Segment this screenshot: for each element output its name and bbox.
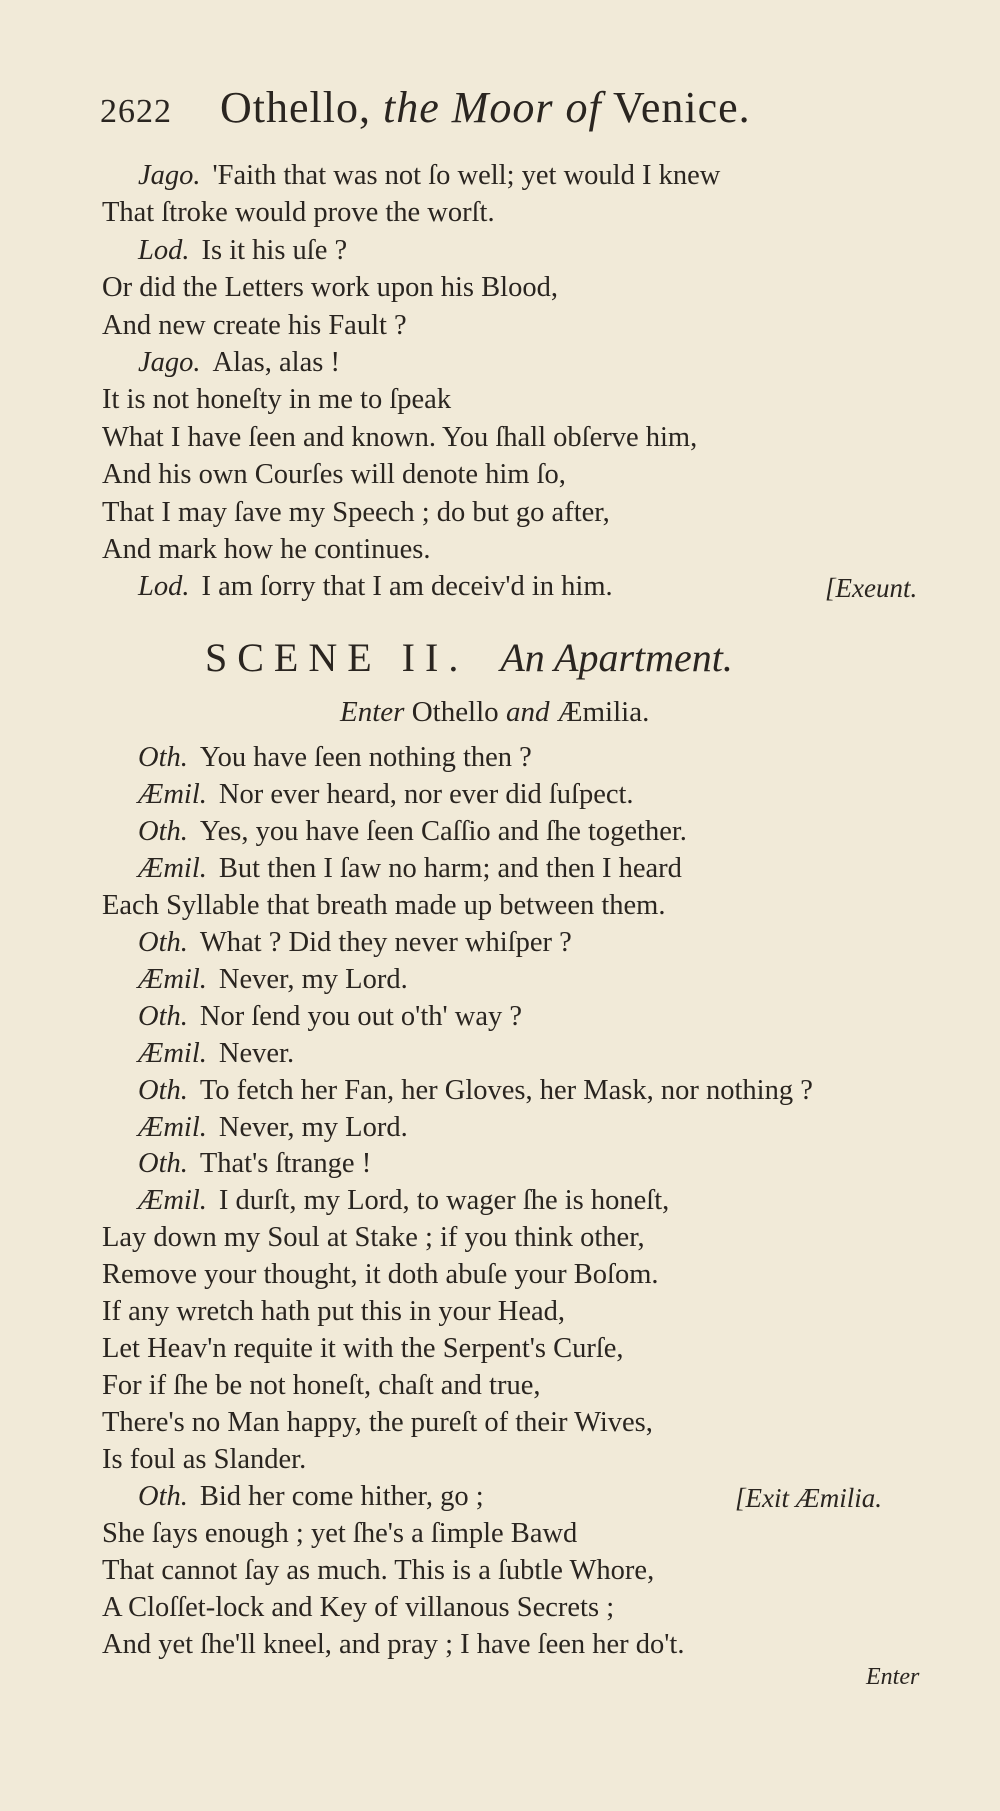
- line-text: Bid her come hither, go ;: [199, 1481, 484, 1512]
- verse-line: [102, 1331, 624, 1367]
- verse-line: [138, 851, 682, 887]
- speaker-name: Oth.: [138, 1148, 188, 1180]
- speaker-name: Oth.: [138, 1000, 188, 1032]
- line-text: Never, my Lord.: [218, 963, 408, 995]
- verse-line: [138, 962, 408, 998]
- and-word: and: [505, 696, 550, 728]
- speaker-name: Oth.: [138, 1074, 188, 1106]
- speaker-name: Æmil.: [138, 1111, 207, 1143]
- verse-line: [138, 1036, 294, 1072]
- header-title-middle: the Moor of: [382, 83, 602, 132]
- line-text: Is foul as Slander.: [102, 1444, 307, 1476]
- line-text: And yet ſhe'll kneel, and pray ; I have ſeen her do't.: [102, 1628, 685, 1660]
- exit-direction: [Exit Æmilia.: [735, 1483, 882, 1513]
- verse-line: [102, 1442, 306, 1478]
- line-text: What I have ſeen and known. You ſhall obſerve him,: [102, 421, 698, 453]
- line-text: A Cloſſet-lock and Key of villanous Secrets ;: [102, 1591, 615, 1623]
- speaker-name: Oth.: [138, 926, 188, 958]
- header-title-end: Venice.: [612, 83, 751, 132]
- line-text: Yes, you have ſeen Caſſio and ſhe together.: [199, 815, 687, 847]
- header-title-start: Othello,: [220, 83, 371, 132]
- line-text: Lay down my Soul at Stake ; if you think other,: [102, 1222, 645, 1254]
- line-text: What ? Did they never whiſper ?: [199, 926, 572, 958]
- speaker-name: Jago.: [138, 160, 201, 191]
- verse-line: [102, 532, 430, 568]
- verse-line: [102, 420, 697, 456]
- verse-line: [138, 1110, 408, 1146]
- line-text: I durſt, my Lord, to wager ſhe is honeſt,: [218, 1185, 670, 1217]
- verse-line: [102, 1257, 659, 1293]
- line-text: And his own Courſes will denote him ſo,: [102, 459, 566, 491]
- verse-line: [138, 999, 522, 1035]
- verse-line: [138, 777, 634, 813]
- line-text: To fetch her Fan, her Gloves, her Mask, nor nothing ?: [199, 1074, 813, 1106]
- verse-line: [138, 1146, 371, 1182]
- verse-line: [102, 1220, 645, 1256]
- line-text: If any wretch hath put this in your Head,: [102, 1296, 565, 1328]
- line-text: Remove your thought, it doth abuſe your Boſom.: [102, 1259, 659, 1291]
- line-text: And new create his Fault ?: [102, 309, 407, 341]
- page-number: 2622: [100, 93, 172, 130]
- speaker-name: Æmil.: [138, 1185, 207, 1217]
- verse-line: [102, 195, 495, 231]
- line-text: And mark how he continues.: [102, 534, 431, 565]
- scene-location: An Apartment.: [500, 635, 733, 680]
- line-text: Never.: [218, 1037, 295, 1069]
- speaker-name: Æmil.: [138, 778, 207, 810]
- verse-line: [138, 1073, 813, 1109]
- line-text: Is it his uſe ?: [201, 234, 348, 266]
- line-text: That cannot ſay as much. This is a ſubtle Whore,: [102, 1554, 655, 1586]
- speaker-name: Oth.: [138, 1481, 188, 1512]
- speaker-name: Æmil.: [138, 963, 207, 995]
- entrance-direction: [340, 692, 649, 732]
- verse-line: [102, 1516, 577, 1552]
- verse-line: [102, 888, 665, 924]
- line-text: It is not honeſty in me to ſpeak: [102, 384, 452, 416]
- verse-line: [102, 1553, 654, 1589]
- line-text: 'Faith that was not ſo well; yet would I knew: [212, 160, 721, 191]
- enter-names-2: Æmilia.: [556, 696, 650, 728]
- line-text: You have ſeen nothing then ?: [199, 742, 532, 773]
- line-text: Let Heav'n requite it with the Serpent's Curſe,: [102, 1333, 624, 1365]
- speaker-name: Lod.: [138, 234, 190, 266]
- verse-line: [102, 1294, 565, 1330]
- line-text: Never, my Lord.: [218, 1111, 408, 1143]
- verse-line: [102, 1368, 540, 1404]
- speaker-name: Lod.: [138, 571, 190, 603]
- verse-line: [138, 345, 340, 381]
- verse-line: [138, 1183, 669, 1219]
- line-text: Nor ſend you out o'th' way ?: [199, 1000, 523, 1032]
- verse-line: [138, 158, 720, 194]
- line-text: For if ſhe be not honeſt, chaſt and true,: [102, 1370, 541, 1402]
- enter-word: Enter: [340, 696, 405, 728]
- speaker-name: Æmil.: [138, 1037, 207, 1069]
- line-text: That's ſtrange !: [199, 1148, 372, 1180]
- verse-line: [102, 457, 566, 493]
- line-text: Nor ever heard, nor ever did ſuſpect.: [218, 778, 634, 810]
- verse-line: [138, 814, 687, 850]
- enter-names: Othello: [411, 696, 499, 728]
- line-text: Each Syllable that breath made up between them.: [102, 889, 666, 921]
- verse-line: [102, 382, 451, 418]
- verse-line: [138, 1479, 484, 1515]
- speaker-name: Jago.: [138, 347, 201, 378]
- verse-line: [138, 925, 572, 961]
- line-text: She ſays enough ; yet ſhe's a ſimple Bawd: [102, 1517, 578, 1549]
- verse-line: [138, 233, 347, 269]
- exeunt-direction: [Exeunt.: [825, 573, 918, 603]
- line-text: There's no Man happy, the pureſt of their Wives,: [102, 1407, 653, 1439]
- catchword: Enter: [866, 1664, 920, 1690]
- running-header: [100, 82, 820, 142]
- verse-line: [102, 270, 558, 306]
- line-text: That I may ſave my Speech ; do but go after,: [102, 496, 610, 528]
- line-text: But then I ſaw no harm; and then I heard: [218, 852, 682, 884]
- verse-line: [102, 495, 610, 531]
- verse-line: [102, 1590, 614, 1626]
- line-text: Alas, alas !: [212, 347, 340, 378]
- verse-line: [102, 308, 407, 344]
- speaker-name: Æmil.: [138, 852, 207, 884]
- line-text: I am ſorry that I am deceiv'd in him.: [201, 571, 613, 603]
- speaker-name: Oth.: [138, 815, 188, 847]
- speaker-name: Oth.: [138, 742, 188, 773]
- scene-number: SCENE II.: [205, 635, 469, 680]
- verse-line: [102, 1627, 684, 1663]
- verse-line: [138, 569, 613, 605]
- line-text: Or did the Letters work upon his Blood,: [102, 272, 558, 304]
- scene-heading: [205, 630, 733, 686]
- verse-line: [102, 1405, 653, 1441]
- verse-line: [138, 740, 532, 776]
- line-text: That ſtroke would prove the worſt.: [102, 197, 495, 229]
